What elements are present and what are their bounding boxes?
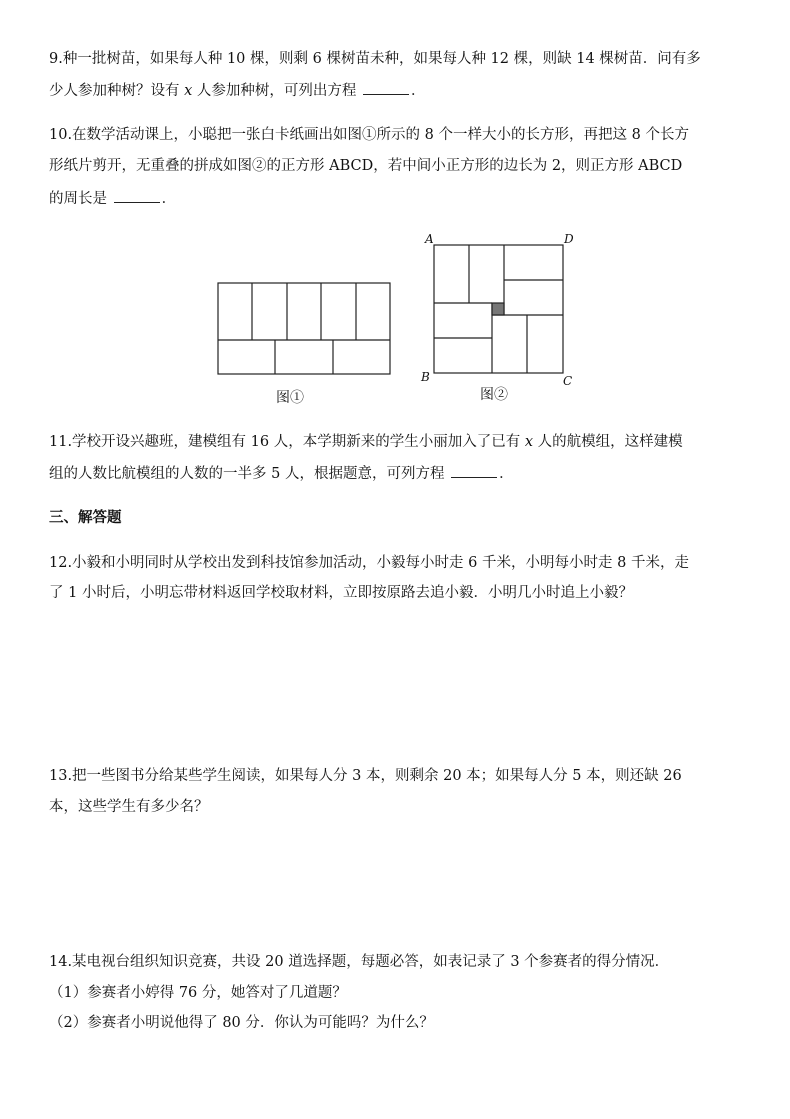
q14-line-2: （1）参赛者小婷得 76 分，她答对了几道题？ [49, 985, 347, 1001]
q11-line-2 [49, 462, 514, 484]
figure-1 [218, 283, 390, 374]
section-title: 三、解答题 [49, 509, 122, 526]
figure-2 [434, 245, 563, 373]
q11-line-1 [49, 432, 683, 452]
q10-line-1: 10.在数学活动课上，小聪把一张白卡纸画出如图①所示的 8 个一样大小的长方形，再把这 8 个长方 [49, 127, 689, 143]
q11-variable: x [524, 434, 534, 450]
q10-text-a: 的周长是 [49, 191, 112, 207]
q11-answer-blank[interactable] [451, 462, 497, 478]
figures [0, 0, 790, 420]
q9-line-1: 9.种一批树苗，如果每人种 10 棵，则剩 6 棵树苗未种，如果每人种 12 棵，则缺 14 棵树苗．问有多 [49, 51, 701, 67]
q10-end: ． [161, 191, 177, 207]
q12-line-2: 了 1 小时后，小明忘带材料返回学校取材料，立即按原路去追小毅．小明几小时追上小毅？ [49, 585, 633, 601]
q9-variable: x [184, 83, 193, 99]
q11-text-a: 11.学校开设兴趣班，建模组有 16 人，本学期新来的学生小丽加入了已有 [49, 434, 525, 450]
q11-end: ． [499, 466, 514, 482]
q14-line-1: 14.某电视台组织知识竞赛，共设 20 道选择题，每题必答，如表记录了 3 个参赛者的得分情况． [49, 954, 670, 970]
label-C: C [563, 374, 573, 388]
label-B: B [421, 370, 430, 384]
q13-line-2: 本，这些学生有多少名？ [49, 799, 209, 815]
q11-text-b: 人的航模组，这样建模 [533, 434, 683, 450]
q13-line-1: 13.把一些图书分给某些学生阅读，如果每人分 3 本，则剩余 20 本；如果每人分 5 本，则还缺 26 [49, 768, 682, 784]
q11-text-c: 组的人数比航模组的人数的一半多 5 人，根据题意，可列方程 [49, 466, 450, 482]
fig2-caption: 图② [480, 387, 508, 403]
q9-text-b: 人参加种树，可列出方程 [192, 83, 362, 99]
fig2-center-square [492, 303, 504, 315]
label-A: A [425, 232, 434, 246]
label-D: D [564, 232, 574, 246]
q9-text-a: 少人参加种树？设有 [49, 83, 185, 99]
q14-line-3: （2）参赛者小明说他得了 80 分．你认为可能吗？为什么？ [49, 1015, 434, 1031]
q12-line-1: 12.小毅和小明同时从学校出发到科技馆参加活动，小毅每小时走 6 千米，小明每小时走 8 千米，走 [49, 555, 689, 571]
q9-end: ． [411, 83, 426, 99]
fig1-caption: 图① [276, 390, 304, 406]
q10-line-2: 形纸片剪开，无重叠的拼成如图②的正方形 ABCD，若中间小正方形的边长为 2，则正方形 ABCD [49, 158, 683, 174]
fig1-outer [218, 283, 390, 374]
